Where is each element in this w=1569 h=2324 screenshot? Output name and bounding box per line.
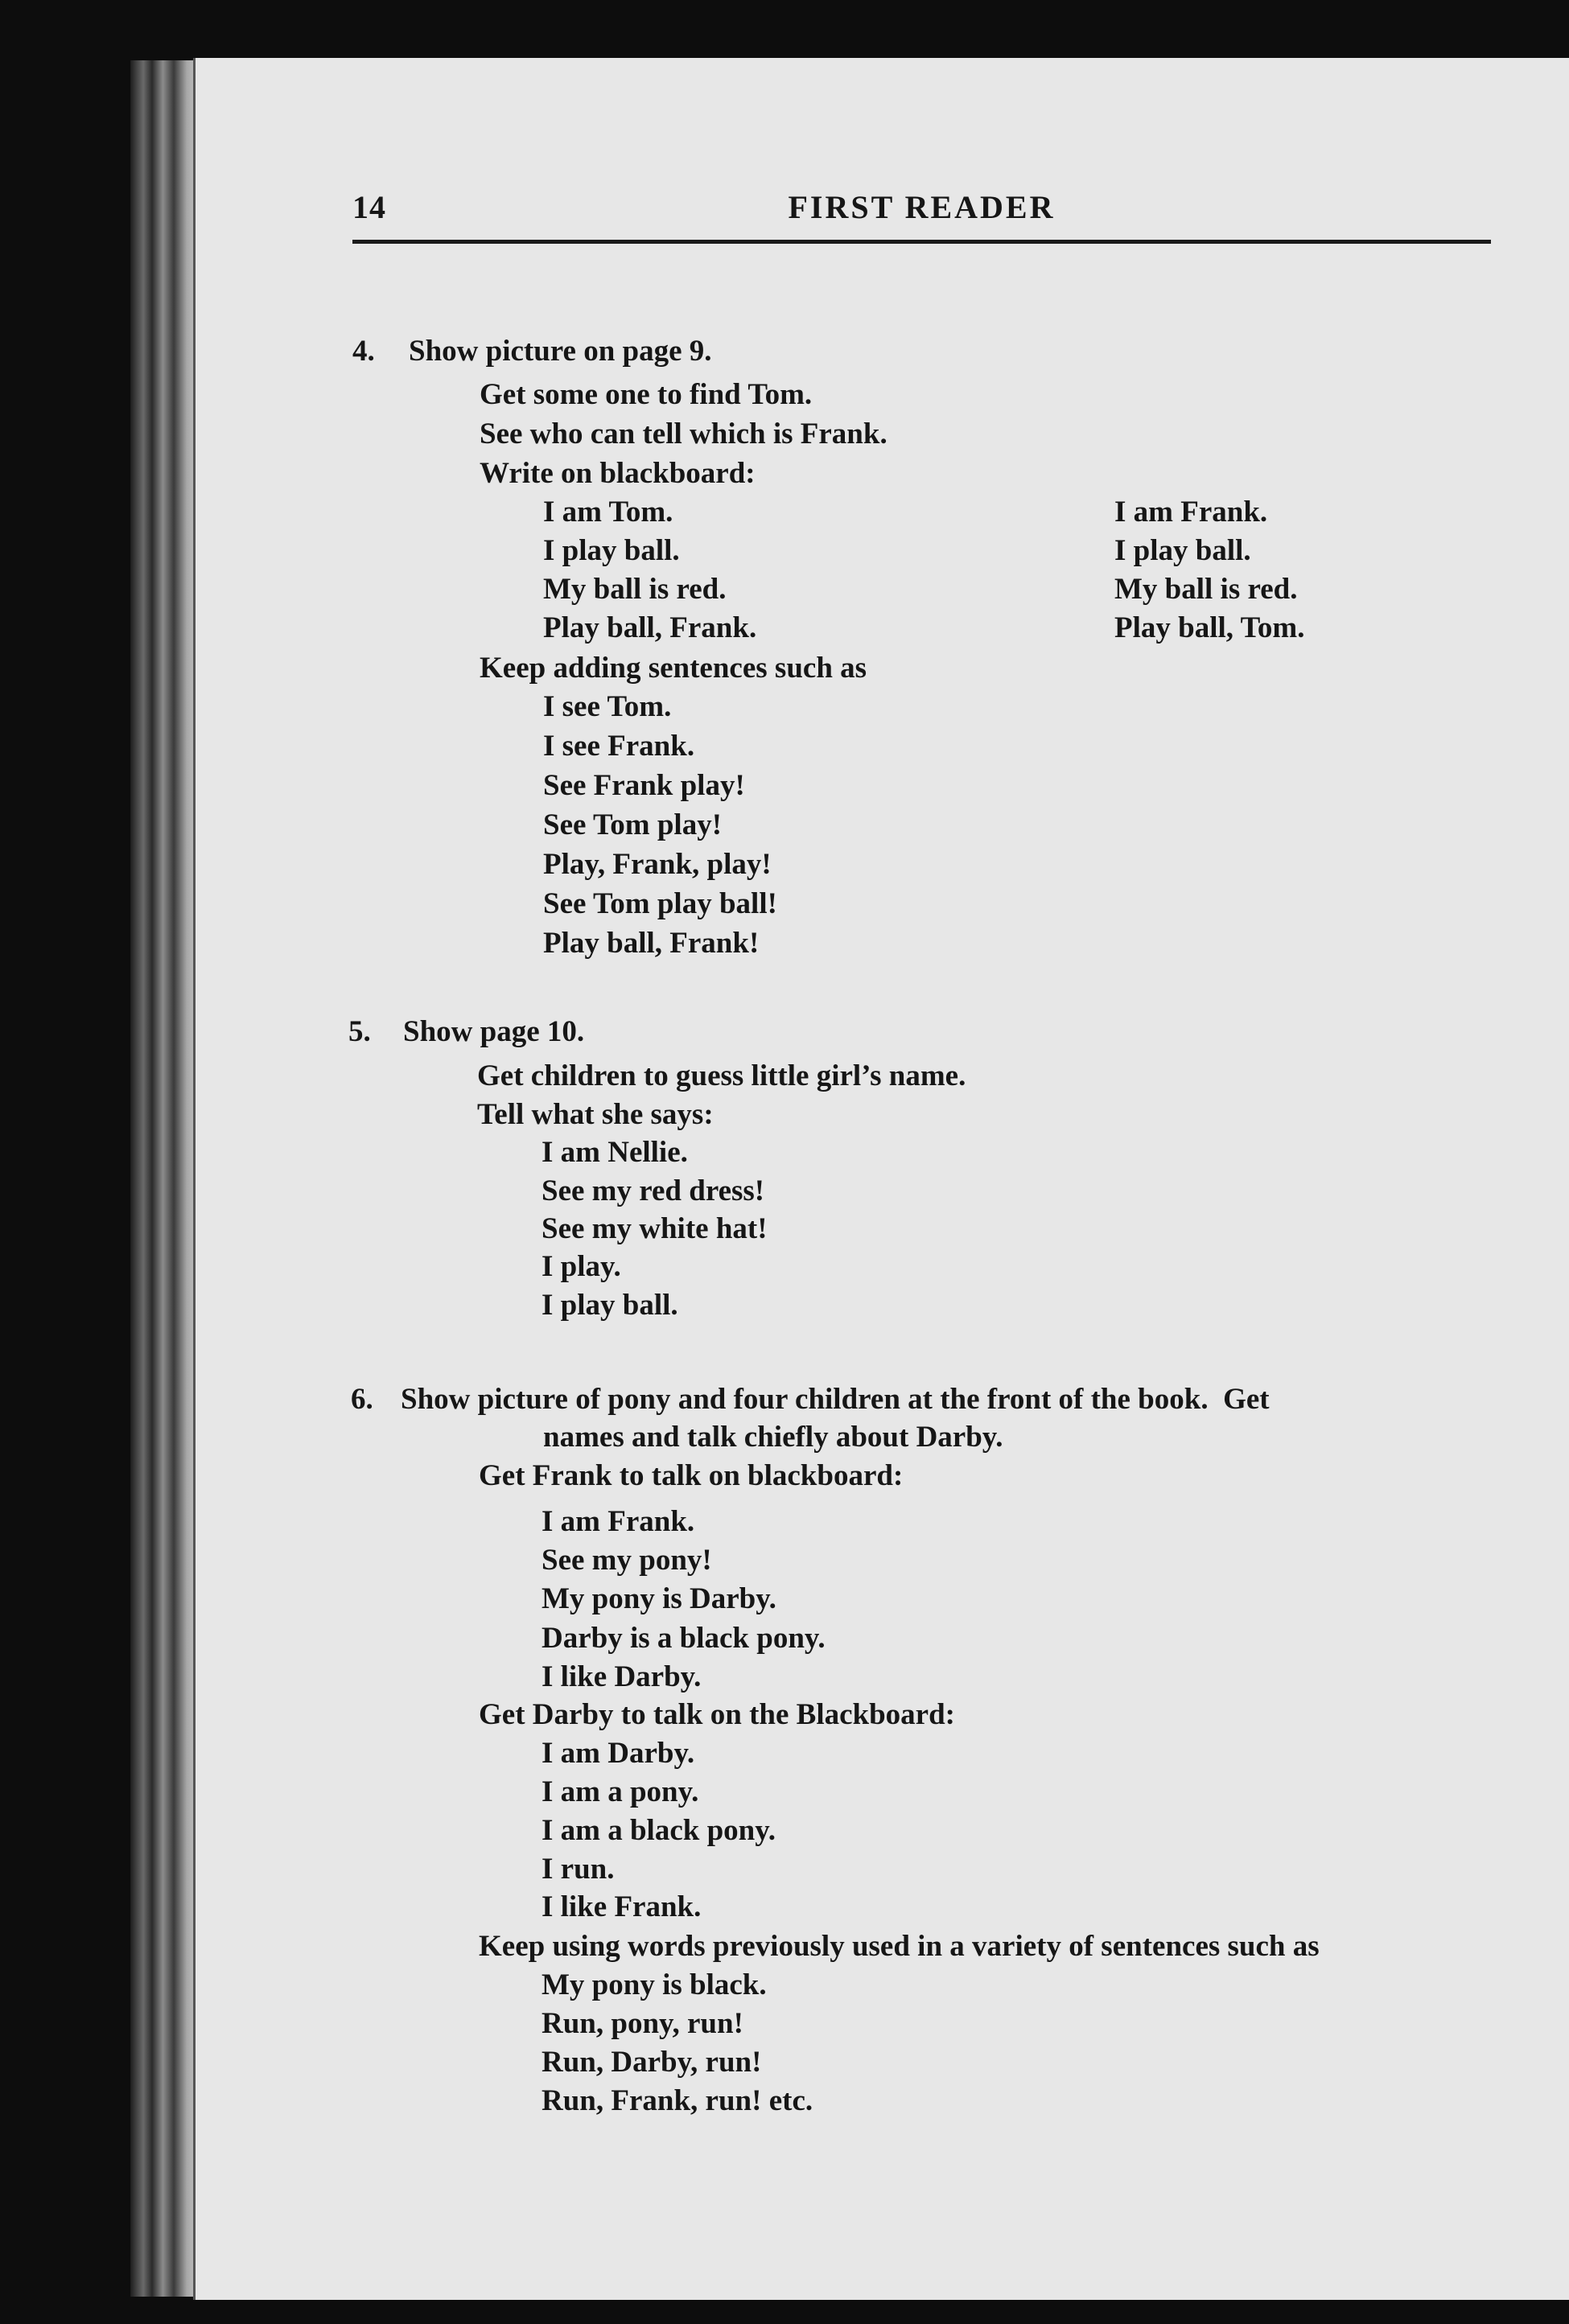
sentence-line: I am a black pony. [542,1814,776,1847]
section-4-number: 4. [352,335,375,368]
sentence-line: My ball is red. [543,573,727,606]
sentence-line: I play ball. [543,534,680,567]
sentence-line: I am Frank. [542,1505,695,1538]
section-6-number: 6. [351,1383,373,1416]
sentence-line: I play ball. [542,1289,678,1322]
sentence-line: Play ball, Tom. [1114,611,1305,644]
sentence-line: I am Nellie. [542,1136,688,1169]
instruction-line: Get Darby to talk on the Blackboard: [479,1698,955,1731]
sentence-line: Darby is a black pony. [542,1622,826,1655]
sentence-line: See my white hat! [542,1212,768,1245]
sentence-line: Play, Frank, play! [543,848,772,881]
sentence-line: I am Frank. [1114,496,1268,529]
page-title: FIRST READER [788,189,1056,225]
sentence-line: See Tom play! [543,808,723,841]
sentence-line: I play. [542,1250,621,1283]
sentence-line: See Frank play! [543,769,745,802]
sentence-line: My pony is black. [542,1968,767,2001]
sentence-line: Run, Darby, run! [542,2046,762,2079]
instruction-line: Tell what she says: [477,1098,714,1131]
sentence-line: See Tom play ball! [543,887,777,920]
sentence-line: I play ball. [1114,534,1251,567]
sentence-line: I am Tom. [543,496,673,529]
section-6-heading-cont: names and talk chiefly about Darby. [543,1421,1003,1454]
instruction-line: Write on blackboard: [480,457,756,490]
book-spine-edge [130,60,203,2297]
sentence-line: My ball is red. [1114,573,1298,606]
page-header [352,188,1491,235]
instruction-line: Get some one to find Tom. [480,378,813,411]
sentence-line: I like Frank. [542,1890,702,1923]
sentence-line: My pony is Darby. [542,1582,776,1615]
sentence-line: I am Darby. [542,1737,695,1770]
sentence-line: Play ball, Frank. [543,611,757,644]
header-rule [352,240,1491,244]
instruction-line: Get Frank to talk on blackboard: [479,1459,904,1492]
section-5-heading: Show page 10. [403,1015,585,1048]
book-page [193,58,1569,2300]
sentence-line: Play ball, Frank! [543,927,760,960]
sentence-line: I see Tom. [543,690,672,723]
instruction-line: See who can tell which is Frank. [480,417,887,450]
section-4-heading: Show picture on page 9. [409,335,712,368]
section-6-heading: Show picture of pony and four children at the front of the book. Get [401,1383,1270,1416]
instruction-line: Keep using words previously used in a variety of sentences such as [479,1930,1320,1963]
sentence-line: I like Darby. [542,1660,702,1693]
sentence-line: I am a pony. [542,1775,699,1808]
sentence-line: Run, pony, run! [542,2007,743,2040]
page-number: 14 [352,189,386,225]
section-5-number: 5. [348,1015,371,1048]
instruction-line: Get children to guess little girl’s name. [477,1059,966,1092]
sentence-line: I run. [542,1853,615,1886]
sentence-line: See my pony! [542,1544,712,1577]
sentence-line: See my red dress! [542,1174,765,1207]
sentence-line: Run, Frank, run! etc. [542,2084,813,2117]
instruction-line: Keep adding sentences such as [480,652,867,685]
sentence-line: I see Frank. [543,730,695,763]
